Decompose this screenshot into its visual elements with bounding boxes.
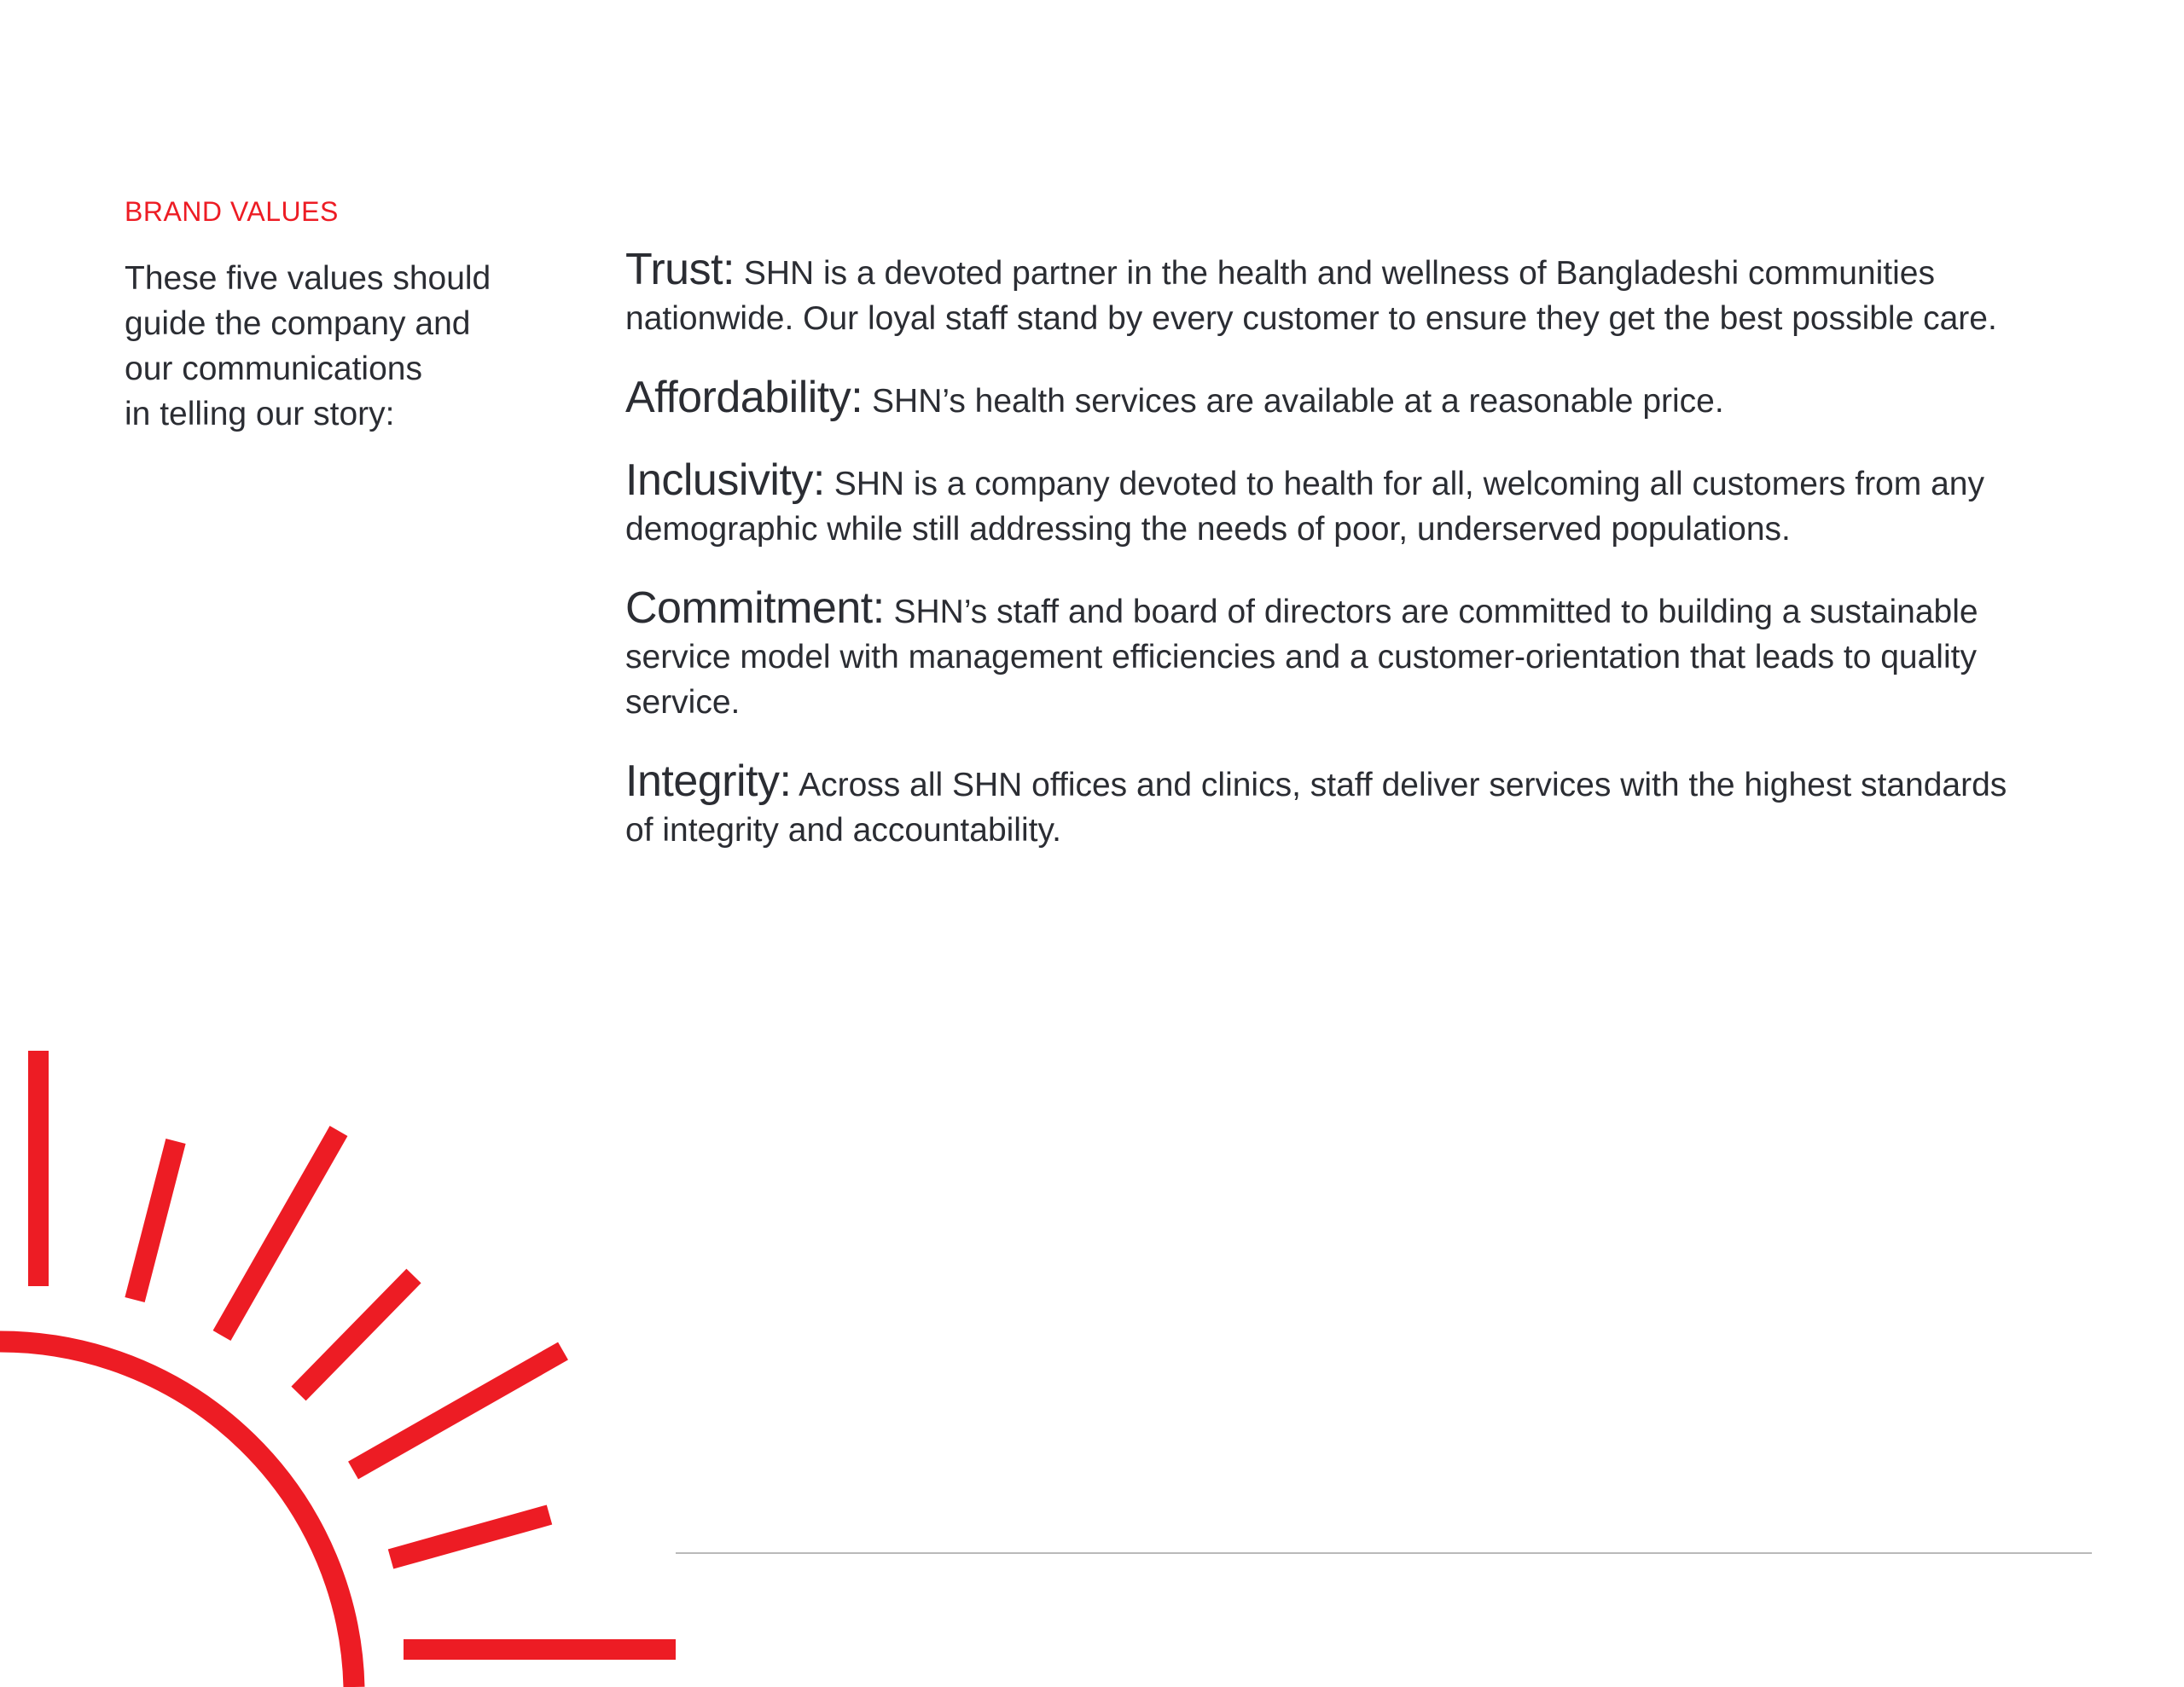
value-description: Across all SHN offices and clinics, staff deliver services with the highest standards of integrity and accountability. bbox=[625, 767, 2007, 849]
sun-ray bbox=[391, 1515, 549, 1559]
value-description: SHN’s health services are available at a reasonable price. bbox=[872, 383, 1724, 420]
value-commitment bbox=[625, 583, 2024, 725]
sun-ray bbox=[135, 1141, 176, 1300]
value-description: SHN is a company devoted to health for all, welcoming all customers from any demographic while still addressing the needs of poor, underserved populations. bbox=[625, 466, 1984, 548]
value-name: Affordability: bbox=[625, 373, 863, 422]
value-name: Commitment: bbox=[625, 583, 885, 633]
value-name: Trust: bbox=[625, 245, 735, 294]
sun-ray bbox=[222, 1131, 339, 1336]
value-description: SHN’s staff and board of directors are committed to building a sustainable service model with management efficiencies and a customer-orientation that leads to quality service. bbox=[625, 594, 1978, 721]
footer-rule bbox=[676, 1552, 2092, 1554]
value-affordability bbox=[625, 375, 2024, 424]
section-label: BRAND VALUES bbox=[125, 196, 339, 227]
sunrise-graphic bbox=[0, 1023, 682, 1687]
intro-text: These five values should guide the company and our communications in telling our story: bbox=[125, 260, 491, 432]
value-trust bbox=[625, 247, 2024, 341]
sun-ray bbox=[299, 1276, 414, 1394]
value-name: Inclusivity: bbox=[625, 455, 825, 505]
sun-ray bbox=[353, 1351, 563, 1470]
brand-values-list bbox=[625, 247, 2024, 887]
value-integrity bbox=[625, 759, 2024, 853]
value-description: SHN is a devoted partner in the health and wellness of Bangladeshi communities nationwide. Our loyal staff stand by every customer to ensure they get the best possible care. bbox=[625, 255, 1997, 337]
value-inclusivity bbox=[625, 455, 2024, 552]
value-name: Integrity: bbox=[625, 757, 792, 806]
